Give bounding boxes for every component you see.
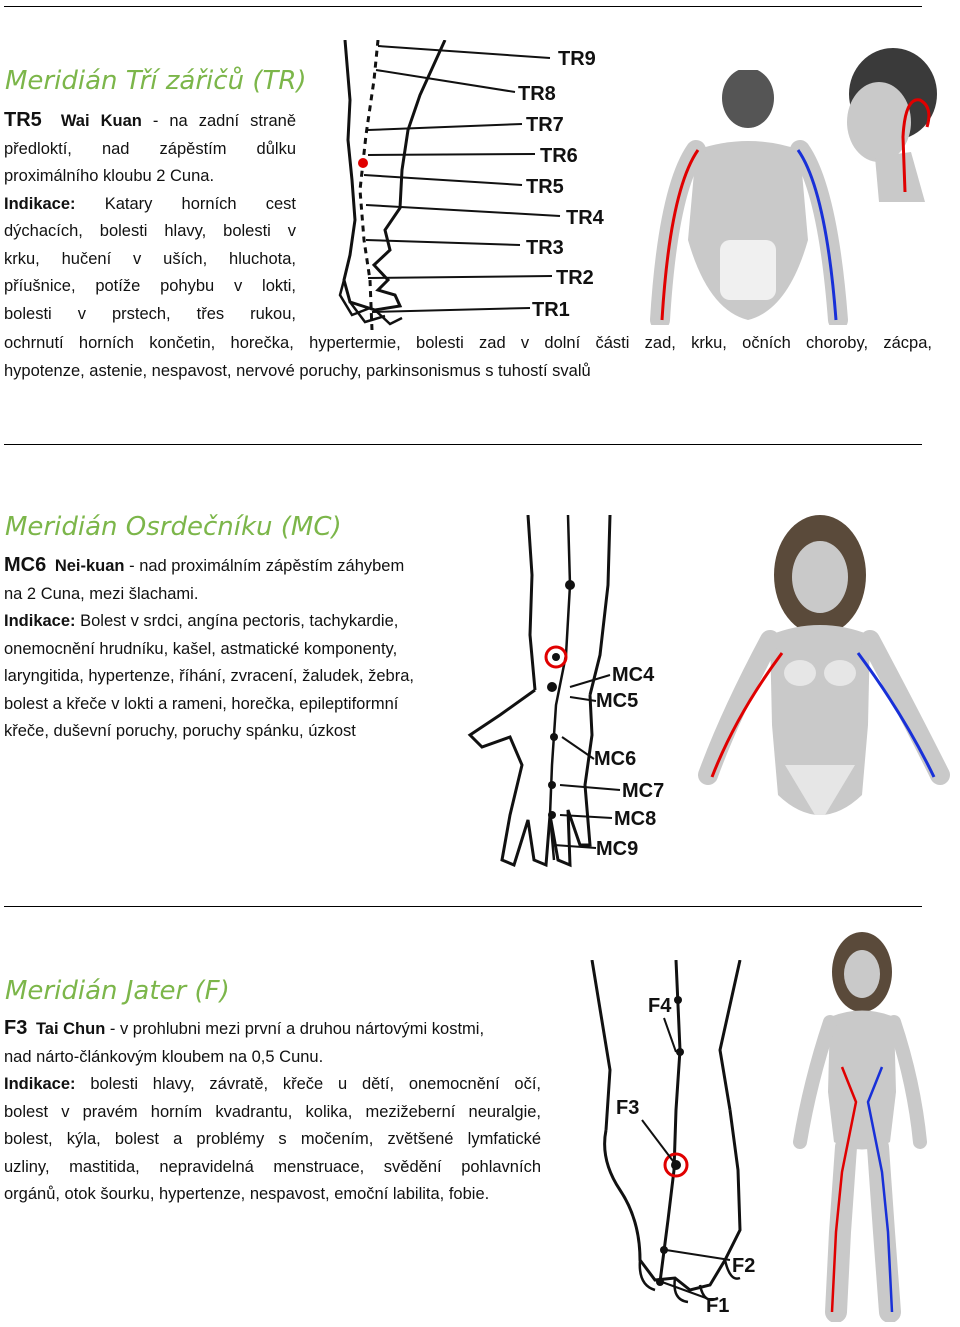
tr-meridian-line (360, 40, 378, 330)
mc-arm-right (870, 640, 940, 775)
tr-ind-1: dýchacích, bolesti hlavy, bolesti v (4, 222, 296, 240)
mc-ind-0: Bolest v srdci, angína pectoris, tachykardie, (80, 612, 399, 630)
mc-label-7: MC7 (622, 780, 665, 802)
rule-2 (4, 906, 922, 907)
f-ind-4: orgánů, otok šourku, hypertenze, nespavost, emoční labilita, fobie. (4, 1185, 490, 1203)
f-label-4: F4 (648, 995, 672, 1017)
mc-label-4: MC4 (612, 664, 655, 686)
mc-ind-1: onemocnění hrudníku, kašel, astmatické komponenty, (4, 639, 398, 658)
tr-desc-0: - na zadní straně (152, 112, 296, 130)
f-torso (828, 1011, 896, 1150)
tr-label-5: TR5 (526, 176, 564, 198)
mc-label-9: MC9 (596, 838, 639, 860)
f-desc-0: - v prohlubni mezi první a druhou nártovými kostmi, (109, 1020, 485, 1038)
mc-desc-1: na 2 Cuna, mezi šlachami. (4, 584, 199, 603)
f-indication-first (4, 1071, 541, 1099)
tr-hand-outline (344, 40, 445, 310)
tr-desc-1: předloktí, nad zápěstím důlku (4, 139, 296, 158)
mc-ind-3: bolest a křeče v lokti a rameni, horečka, epileptiformní (4, 694, 399, 713)
mc-ind-2: laryngitida, hypertenze, říhání, zvracení, žaludek, žebra, (4, 667, 414, 685)
f-foot-figure (580, 960, 780, 1322)
mc-indication-first (4, 608, 454, 636)
f-foot-outline (605, 1110, 740, 1290)
tr-head (722, 70, 774, 128)
tr-ind-0: Katary horních cest (104, 194, 297, 213)
mc-point-dot (552, 653, 560, 661)
f-point-code: F3 (4, 1017, 28, 1039)
tr-body-back-figure (638, 70, 858, 325)
f-face (844, 950, 880, 998)
f-arm-right (894, 1022, 920, 1142)
tr-indication-label: Indikace: (4, 194, 76, 213)
f-ind-3: uzliny, mastitida, nepravidelná menstruace, svědění pohlavních (4, 1157, 541, 1176)
tr-label-9: TR9 (558, 48, 596, 70)
tr-label-2: TR2 (556, 267, 594, 289)
f-point-line (4, 1015, 541, 1044)
f-ind-1: bolest v pravém horním kvadrantu, kolika, mezižeberní neuralgie, (4, 1102, 541, 1121)
tr-desc-2: proximálního kloubu 2 Cuna. (4, 167, 215, 185)
tr-head-neck (875, 152, 925, 202)
section-title-mc: Meridián Osrdečníku (MC) (5, 512, 342, 542)
mc-bra-right (824, 660, 856, 686)
mc-indication-label: Indikace: (4, 612, 76, 630)
tr-point-dot (358, 158, 368, 168)
mc-point-code: MC6 (4, 554, 47, 576)
f-label-1: F1 (706, 1295, 730, 1317)
mc-text-block (4, 552, 454, 746)
section-title-tr: Meridián Tří zářičů (TR) (5, 66, 307, 96)
tr-ind-4: bolesti v prstech, třes rukou, (4, 304, 296, 323)
tr-ind-5: ochrnutí horních končetin, horečka, hypertermie, bolesti zad v dolní části zad, krku, očních choroby, zácpa, (4, 334, 932, 352)
f-text-block (4, 1015, 541, 1209)
tr-arm-figure (330, 40, 620, 330)
mc-arm-left (708, 640, 770, 775)
mc-point-line (4, 552, 454, 581)
f-label-2: F2 (732, 1255, 756, 1277)
mc-label-8: MC8 (614, 808, 657, 830)
tr-briefs (720, 240, 776, 300)
mc-points (547, 580, 575, 819)
f-ind-2: bolest, kýla, bolest a problémy s močením, zvětšené lymfatické (4, 1130, 541, 1148)
tr-indication-first (4, 191, 296, 219)
tr-label-3: TR3 (526, 237, 564, 259)
mc-hand-figure (450, 515, 675, 875)
top-rule (4, 6, 922, 7)
mc-ind-4: křeče, duševní poruchy, poruchy spánku, úzkost (4, 722, 356, 740)
mc-body-front-figure (690, 515, 955, 835)
f-desc-1: nad nárto-článkovým kloubem na 0,5 Cunu. (4, 1047, 324, 1066)
tr-head-figure (835, 42, 945, 202)
rule-1 (4, 444, 922, 445)
section-title-f: Meridián Jater (F) (5, 976, 230, 1006)
tr-label-1: TR1 (532, 299, 570, 321)
tr-point-name: Wai Kuan (60, 112, 142, 130)
f-point-name: Tai Chun (35, 1020, 106, 1038)
tr-label-8: TR8 (518, 83, 556, 105)
mc-label-6: MC6 (594, 748, 637, 770)
f-label-3: F3 (616, 1097, 640, 1119)
tr-head-face (847, 82, 911, 162)
tr-label-6: TR6 (540, 145, 578, 167)
f-indication-label: Indikace: (4, 1075, 76, 1093)
mc-hand-outline (470, 690, 592, 865)
mc-desc-0: - nad proximálním zápěstím záhybem (129, 557, 405, 575)
tr-label-7: TR7 (526, 114, 564, 136)
tr-text-wide (4, 330, 932, 385)
tr-label-4: TR4 (566, 207, 604, 229)
tr-ind-6: hypotenze, astenie, nespavost, nervové poruchy, parkinsonismus s tuhostí svalů (4, 361, 591, 380)
f-ind-0: bolesti hlavy, závratě, křeče u dětí, onemocnění očí, (90, 1075, 541, 1093)
f-leg-outline (592, 960, 740, 1130)
mc-face (792, 541, 848, 613)
mc-label-5: MC5 (596, 690, 639, 712)
tr-point-line (4, 107, 296, 136)
tr-text-block (4, 107, 296, 328)
mc-point-name: Nei-kuan (54, 557, 125, 575)
tr-ind-2: krku, hučení v uších, hluchota, (4, 249, 296, 268)
tr-point-code: TR5 (4, 109, 42, 131)
mc-bra-left (784, 660, 816, 686)
tr-ind-3: příušnice, potíže pohybu v lokti, (4, 277, 296, 295)
f-body-front-figure (770, 932, 950, 1322)
f-arm-left (800, 1022, 830, 1142)
